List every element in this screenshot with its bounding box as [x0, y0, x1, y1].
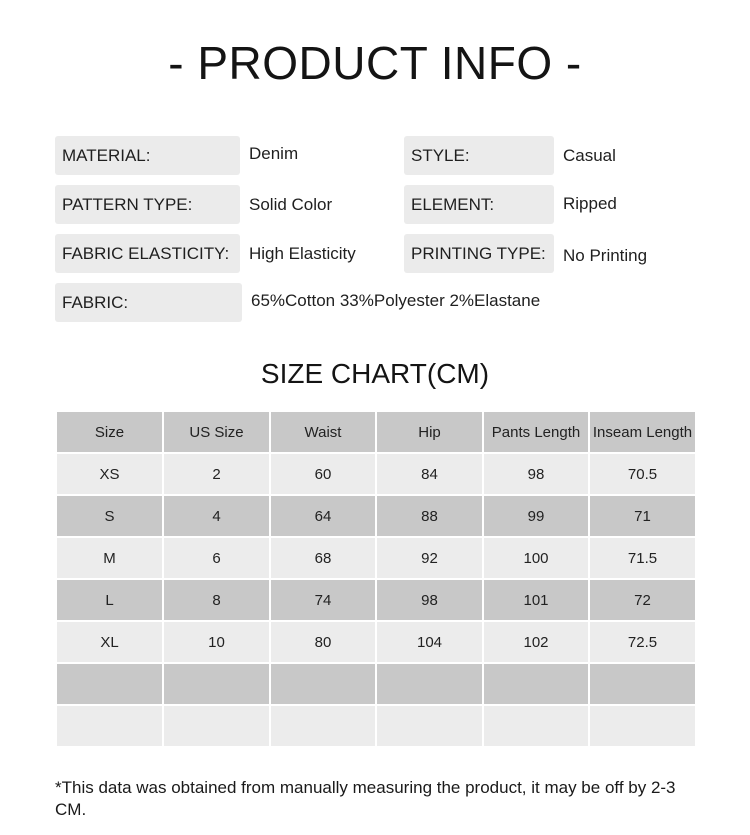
pattern-type-label: PATTERN TYPE:: [55, 185, 240, 224]
table-cell: 6: [163, 537, 270, 579]
table-cell: 92: [376, 537, 483, 579]
table-row: [56, 705, 696, 747]
table-cell: [376, 663, 483, 705]
fabric-elasticity-label: FABRIC ELASTICITY:: [55, 234, 240, 273]
table-cell: [270, 663, 376, 705]
material-value: Denim: [249, 144, 299, 163]
table-cell: 8: [163, 579, 270, 621]
table-cell: M: [56, 537, 163, 579]
header-size: Size: [56, 411, 163, 453]
table-cell: L: [56, 579, 163, 621]
table-cell: 4: [163, 495, 270, 537]
measurement-note: *This data was obtained from manually measuring the product, it may be off by 2-3 CM.: [55, 778, 676, 819]
table-cell: 10: [163, 621, 270, 663]
table-cell: [270, 705, 376, 747]
table-cell: 72: [589, 579, 696, 621]
table-cell: 80: [270, 621, 376, 663]
table-cell: [56, 663, 163, 705]
table-row: [56, 453, 696, 495]
table-cell: 101: [483, 579, 589, 621]
table-cell: XL: [56, 621, 163, 663]
table-cell: XS: [56, 453, 163, 495]
table-cell: [376, 705, 483, 747]
table-cell: [163, 663, 270, 705]
table-cell: 98: [483, 453, 589, 495]
table-cell: [483, 705, 589, 747]
size-chart-title: SIZE CHART(CM): [260, 358, 490, 389]
size-chart-table: [55, 410, 697, 748]
header-waist: Waist: [270, 411, 376, 453]
printing-type-value: No Printing: [563, 245, 648, 265]
table-cell: 100: [483, 537, 589, 579]
table-cell: 84: [376, 453, 483, 495]
table-cell: 68: [270, 537, 376, 579]
table-cell: 98: [376, 579, 483, 621]
header-us-size: US Size: [163, 411, 270, 453]
table-cell: 102: [483, 621, 589, 663]
table-cell: 60: [270, 453, 376, 495]
table-cell: 71: [589, 495, 696, 537]
fabric-elasticity-value: High Elasticity: [249, 243, 356, 263]
material-label: MATERIAL:: [55, 136, 240, 175]
fabric-value: 65%Cotton 33%Polyester 2%Elastane: [251, 291, 541, 310]
style-value: Casual: [563, 145, 616, 165]
page-title: - PRODUCT INFO -: [168, 37, 582, 89]
table-cell: 88: [376, 495, 483, 537]
table-cell: 99: [483, 495, 589, 537]
table-cell: 2: [163, 453, 270, 495]
table-cell: S: [56, 495, 163, 537]
table-row: [56, 579, 696, 621]
table-row: [56, 495, 696, 537]
header-hip: Hip: [376, 411, 483, 453]
printing-type-label: PRINTING TYPE:: [404, 234, 554, 273]
table-cell: 74: [270, 579, 376, 621]
table-cell: [56, 705, 163, 747]
table-row: [56, 537, 696, 579]
header-inseam-length: Inseam Length: [589, 411, 696, 453]
element-label: ELEMENT:: [404, 185, 554, 224]
table-cell: [483, 663, 589, 705]
table-cell: 104: [376, 621, 483, 663]
table-cell: 71.5: [589, 537, 696, 579]
table-cell: 72.5: [589, 621, 696, 663]
pattern-type-value: Solid Color: [249, 194, 333, 214]
table-row: [56, 663, 696, 705]
header-pants-length: Pants Length: [483, 411, 589, 453]
table-row: [56, 621, 696, 663]
table-cell: [589, 705, 696, 747]
fabric-label: FABRIC:: [55, 283, 242, 322]
table-header-row: [56, 411, 696, 453]
table-cell: [163, 705, 270, 747]
table-cell: [589, 663, 696, 705]
table-cell: 70.5: [589, 453, 696, 495]
style-label: STYLE:: [404, 136, 554, 175]
table-cell: 64: [270, 495, 376, 537]
element-value: Ripped: [563, 193, 617, 213]
